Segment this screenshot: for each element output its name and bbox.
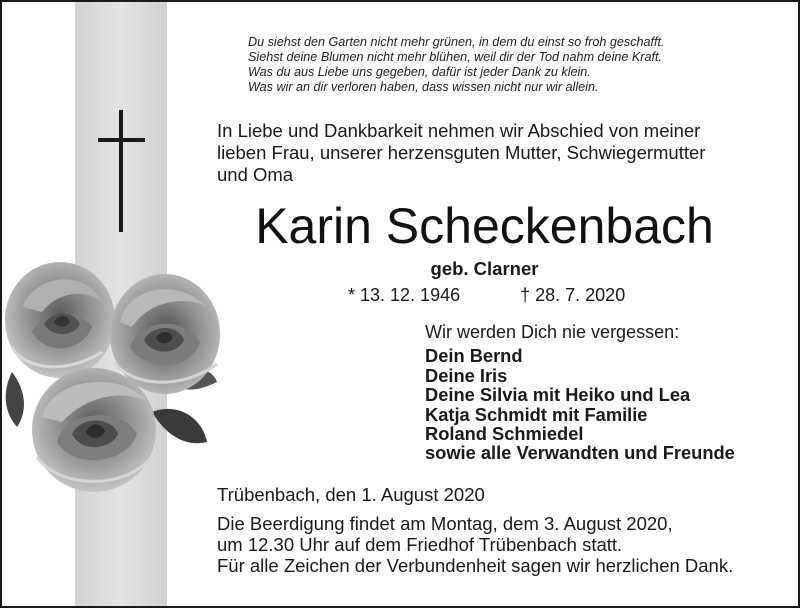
- mourners-intro: Wir werden Dich nie vergessen:: [425, 322, 680, 342]
- roses-image: [2, 252, 227, 502]
- closing-block: [217, 484, 787, 576]
- mourners-block: [425, 323, 735, 463]
- mourner-name: sowie alle Verwandten und Freunde: [425, 442, 735, 464]
- mourner-name: Deine Silvia mit Heiko und Lea: [425, 384, 691, 406]
- cross-icon-bar: [98, 138, 145, 142]
- place-date: Trübenbach, den 1. August 2020: [217, 484, 485, 505]
- intro-line: lieben Frau, unserer herzensguten Mutter, Schwiegermutter: [217, 142, 706, 163]
- verse-line: Was wir an dir verloren haben, dass wissen nicht nur wir allein.: [248, 80, 599, 94]
- mourner-name: Deine Iris: [425, 364, 508, 386]
- intro-line: In Liebe und Dankbarkeit nehmen wir Abschied von meiner: [217, 120, 701, 141]
- thanks-line: Für alle Zeichen der Verbundenheit sagen wir herzlichen Dank.: [217, 555, 734, 576]
- life-dates: [348, 284, 625, 306]
- funeral-line: um 12.30 Uhr auf dem Friedhof Trübenbach statt.: [217, 534, 623, 555]
- mourner-name: Katja Schmidt mit Familie: [425, 403, 648, 425]
- maiden-name: geb. Clarner: [430, 258, 539, 279]
- deceased-name: Karin Scheckenbach: [255, 198, 714, 254]
- birth-date: * 13. 12. 1946: [348, 285, 461, 305]
- mourners-list: [425, 346, 735, 462]
- mourner-name: Roland Schmiedel: [425, 423, 584, 445]
- funeral-line: Die Beerdigung findet am Montag, dem 3. August 2020,: [217, 513, 673, 534]
- intro-line: und Oma: [217, 164, 294, 185]
- death-date: † 28. 7. 2020: [520, 285, 626, 305]
- verse-line: Du siehst den Garten nicht mehr grünen, in dem du einst so froh geschafft.: [248, 35, 665, 49]
- memorial-verse: [248, 35, 788, 95]
- mourner-name: Dein Bernd: [425, 345, 523, 367]
- verse-line: Was du aus Liebe uns gegeben, dafür ist jeder Dank zu klein.: [248, 65, 591, 79]
- verse-line: Siehst deine Blumen nicht mehr blühen, weil dir der Tod nahm deine Kraft.: [248, 50, 662, 64]
- intro-text: [217, 120, 777, 186]
